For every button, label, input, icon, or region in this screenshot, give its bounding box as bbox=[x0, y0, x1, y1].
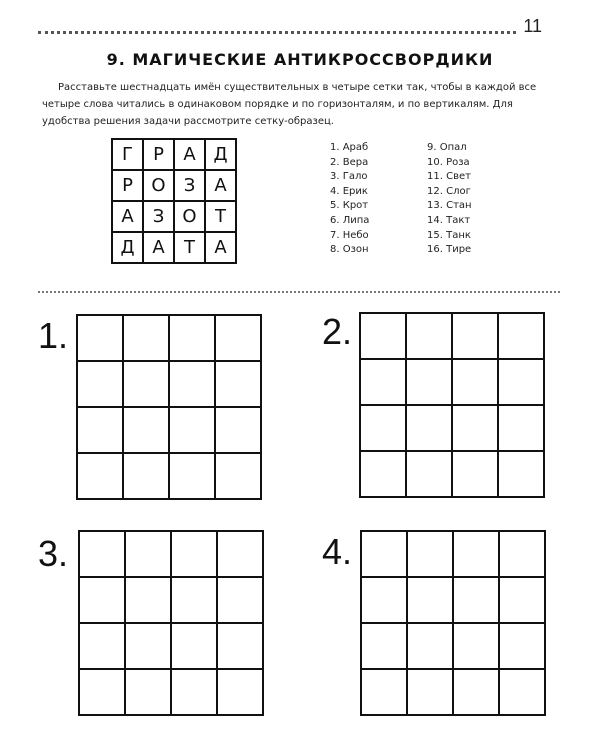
puzzle-cell[interactable] bbox=[78, 316, 124, 362]
puzzle-cell[interactable] bbox=[126, 624, 172, 670]
sample-cell: Т bbox=[206, 202, 237, 233]
puzzle-cell[interactable] bbox=[408, 624, 454, 670]
puzzle-4-grid bbox=[360, 530, 546, 716]
puzzle-cell[interactable] bbox=[361, 314, 407, 360]
puzzle-cell[interactable] bbox=[78, 454, 124, 500]
sample-cell: Р bbox=[144, 140, 175, 171]
puzzle-cell[interactable] bbox=[216, 408, 262, 454]
sample-cell: А bbox=[206, 233, 237, 264]
sample-cell: З bbox=[175, 171, 206, 202]
word-item: 7. Небо bbox=[330, 229, 369, 241]
puzzle-cell[interactable] bbox=[126, 532, 172, 578]
puzzle-cell[interactable] bbox=[453, 406, 499, 452]
puzzle-cell[interactable] bbox=[454, 670, 500, 716]
puzzle-cell[interactable] bbox=[172, 624, 218, 670]
dotted-separator bbox=[38, 291, 560, 293]
puzzle-cell[interactable] bbox=[126, 670, 172, 716]
puzzle-cell[interactable] bbox=[361, 406, 407, 452]
sample-cell: О bbox=[144, 171, 175, 202]
puzzle-cell[interactable] bbox=[362, 532, 408, 578]
puzzle-cell[interactable] bbox=[80, 670, 126, 716]
puzzle-cell[interactable] bbox=[172, 670, 218, 716]
word-item: 13. Стан bbox=[427, 200, 472, 212]
word-item: 3. Гало bbox=[330, 171, 368, 183]
word-item: 8. Озон bbox=[330, 244, 369, 256]
puzzle-cell[interactable] bbox=[170, 408, 216, 454]
word-item: 11. Свет bbox=[427, 171, 471, 183]
word-list-column-2 bbox=[427, 141, 472, 258]
puzzle-cell[interactable] bbox=[362, 670, 408, 716]
word-item: 6. Липа bbox=[330, 214, 370, 226]
puzzle-cell[interactable] bbox=[407, 406, 453, 452]
puzzle-4-number: 4. bbox=[322, 531, 353, 572]
puzzle-cell[interactable] bbox=[80, 532, 126, 578]
puzzle-cell[interactable] bbox=[124, 408, 170, 454]
puzzle-cell[interactable] bbox=[172, 578, 218, 624]
puzzle-cell[interactable] bbox=[500, 670, 546, 716]
puzzle-cell[interactable] bbox=[218, 578, 264, 624]
sample-cell: А bbox=[175, 140, 206, 171]
puzzle-cell[interactable] bbox=[453, 314, 499, 360]
puzzle-cell[interactable] bbox=[170, 454, 216, 500]
decorative-dotted-line bbox=[38, 31, 516, 34]
puzzle-1-grid bbox=[76, 314, 262, 500]
sample-cell: О bbox=[175, 202, 206, 233]
puzzle-cell[interactable] bbox=[408, 578, 454, 624]
puzzle-2-grid bbox=[359, 312, 545, 498]
word-item: 5. Крот bbox=[330, 200, 369, 212]
puzzle-cell[interactable] bbox=[408, 670, 454, 716]
puzzle-cell[interactable] bbox=[453, 452, 499, 498]
word-list-column-1 bbox=[330, 141, 369, 258]
word-item: 2. Вера bbox=[330, 156, 369, 168]
puzzle-cell[interactable] bbox=[78, 362, 124, 408]
puzzle-cell[interactable] bbox=[500, 532, 546, 578]
puzzle-cell[interactable] bbox=[218, 624, 264, 670]
puzzle-cell[interactable] bbox=[80, 578, 126, 624]
sample-cell: З bbox=[144, 202, 175, 233]
puzzle-cell[interactable] bbox=[362, 578, 408, 624]
puzzle-cell[interactable] bbox=[80, 624, 126, 670]
sample-cell: А bbox=[144, 233, 175, 264]
puzzle-cell[interactable] bbox=[126, 578, 172, 624]
puzzle-cell[interactable] bbox=[216, 362, 262, 408]
sample-cell: Р bbox=[113, 171, 144, 202]
puzzle-cell[interactable] bbox=[454, 532, 500, 578]
sample-cell: А bbox=[113, 202, 144, 233]
puzzle-cell[interactable] bbox=[78, 408, 124, 454]
puzzle-cell[interactable] bbox=[218, 532, 264, 578]
puzzle-cell[interactable] bbox=[362, 624, 408, 670]
puzzle-cell[interactable] bbox=[361, 360, 407, 406]
puzzle-cell[interactable] bbox=[454, 624, 500, 670]
word-item: 16. Тире bbox=[427, 244, 472, 256]
puzzle-cell[interactable] bbox=[500, 624, 546, 670]
page-number: 11 bbox=[523, 16, 542, 36]
puzzle-3-grid bbox=[78, 530, 264, 716]
sample-cell: Д bbox=[206, 140, 237, 171]
word-item: 9. Опал bbox=[427, 142, 467, 153]
sample-cell: Д bbox=[113, 233, 144, 264]
word-item: 14. Такт bbox=[427, 214, 471, 226]
sample-cell: Т bbox=[175, 233, 206, 264]
puzzle-3-number: 3. bbox=[38, 533, 69, 574]
puzzle-cell[interactable] bbox=[172, 532, 218, 578]
puzzle-cell[interactable] bbox=[124, 362, 170, 408]
puzzle-cell[interactable] bbox=[216, 316, 262, 362]
puzzle-cell[interactable] bbox=[453, 360, 499, 406]
puzzle-1-number: 1. bbox=[38, 315, 69, 356]
puzzle-cell[interactable] bbox=[500, 578, 546, 624]
puzzle-cell[interactable] bbox=[407, 452, 453, 498]
puzzle-cell[interactable] bbox=[499, 314, 545, 360]
word-item: 15. Танк bbox=[427, 229, 471, 241]
word-item: 1. Араб bbox=[330, 142, 369, 153]
sample-grid bbox=[111, 138, 237, 264]
puzzle-cell[interactable] bbox=[499, 406, 545, 452]
puzzle-cell[interactable] bbox=[361, 452, 407, 498]
word-item: 12. Слог bbox=[427, 185, 471, 197]
word-item: 10. Роза bbox=[427, 156, 470, 168]
word-item: 4. Ерик bbox=[330, 185, 368, 197]
puzzle-cell[interactable] bbox=[170, 362, 216, 408]
sample-cell: А bbox=[206, 171, 237, 202]
puzzle-cell[interactable] bbox=[407, 314, 453, 360]
puzzle-cell[interactable] bbox=[218, 670, 264, 716]
puzzle-cell[interactable] bbox=[124, 316, 170, 362]
puzzle-cell[interactable] bbox=[407, 360, 453, 406]
instructions-text: Расставьте шестнадцать имён существительных в четыре сетки так, чтобы в каждой все четыре слова читались в одинаковом порядке и по горизонталям, и по вертикалям. Для удобства решения задачи рассмотрите сетку-образец. bbox=[42, 82, 537, 127]
puzzle-cell[interactable] bbox=[124, 454, 170, 500]
page-title: 9. МАГИЧЕСКИЕ АНТИКРОССВОРДИКИ bbox=[106, 50, 494, 69]
puzzle-cell[interactable] bbox=[499, 452, 545, 498]
puzzle-2-number: 2. bbox=[322, 311, 353, 352]
puzzle-cell[interactable] bbox=[499, 360, 545, 406]
puzzle-cell[interactable] bbox=[454, 578, 500, 624]
puzzle-cell[interactable] bbox=[408, 532, 454, 578]
puzzle-cell[interactable] bbox=[216, 454, 262, 500]
puzzle-cell[interactable] bbox=[170, 316, 216, 362]
sample-cell: Г bbox=[113, 140, 144, 171]
